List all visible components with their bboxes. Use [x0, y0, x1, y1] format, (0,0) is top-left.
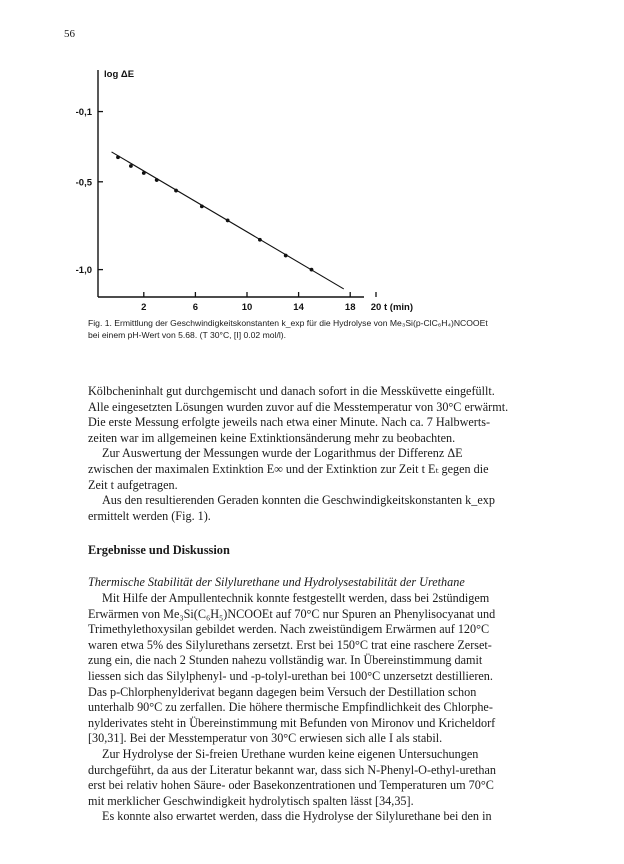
caption-line-1: Fig. 1. Ermittlung der Geschwindigkeitskonstanten k_exp für die Hydrolyse von Me₃Si(p-ClC₆H₄)NCOOEt	[88, 318, 488, 328]
figure-caption	[88, 318, 564, 341]
text-line: [30,31]. Bei der Messtemperatur von 30°C erwiesen sich alle I als stabil.	[88, 731, 443, 746]
text-line: zung ein, die nach 2 Stunden nahezu vollständig war. In Übereinstimmung damit	[88, 653, 483, 668]
text-line: zwischen der maximalen Extinktion E∞ und der Extinktion zur Zeit t Eₜ gegen die	[88, 461, 489, 476]
y-axis-label: log ΔE	[104, 69, 135, 80]
text-line: Aus den resultierenden Geraden konnten die Geschwindigkeitskonstanten k_exp	[102, 493, 495, 508]
text-line: Trimethylethoxysilan gebildet werden. Nach zweistündigem Erwärmen auf 120°C	[88, 622, 490, 637]
page-number: 56	[64, 28, 75, 40]
data-point	[129, 164, 133, 168]
y-tick-label: -0,5	[75, 177, 92, 189]
data-point	[116, 155, 120, 159]
caption-line-2: bei einem pH-Wert von 5.68. (T 30°C, [I] 0.02 mol/l).	[88, 329, 286, 340]
text-line: Alle eingesetzten Lösungen wurden zuvor auf die Messtemperatur von 30°C erwärmt.	[88, 399, 509, 414]
x-tick-label: 18	[344, 302, 356, 313]
data-point	[174, 189, 178, 193]
data-point	[258, 238, 262, 242]
x-tick-label: 14	[293, 302, 304, 313]
data-point	[310, 268, 314, 272]
section-heading: Ergebnisse und Diskussion	[88, 543, 230, 557]
text-line: nylderivates steht in Übereinstimmung mit Befunden von Mironov und Kricheldorf	[88, 715, 496, 730]
data-point	[226, 219, 230, 223]
text-line: Zur Auswertung der Messungen wurde der Logarithmus der Differenz ΔE	[102, 446, 463, 461]
data-point	[284, 254, 288, 258]
text-line: erst bei relativ hohen Säure- oder Basekonzentrationen und Temperaturen um 70°C	[88, 778, 494, 793]
y-tick-label: -0,1	[75, 107, 92, 119]
data-point	[142, 171, 146, 175]
text-line: Zeit t aufgetragen.	[88, 477, 178, 492]
text-line: Zur Hydrolyse der Si-freien Urethane wurden keine eigenen Untersuchungen	[102, 746, 479, 761]
text-line: unterhalb 90°C zu zerfallen. Die höhere thermische Empfindlichkeit des Chlorphe-	[88, 700, 493, 715]
text-line: Erwärmen von Me₃Si(C₆H₅)NCOOEt auf 70°C nur Spuren an Phenylisocyanat und	[88, 606, 496, 621]
text-line: Mit Hilfe der Ampullentechnik konnte festgestellt werden, dass bei 2stündigem	[102, 591, 490, 605]
chart-marks	[76, 107, 413, 313]
text-line: waren etwa 5% des Silylurethans zersetzt. Erst bei 150°C trat eine raschere Zerset-	[88, 637, 492, 652]
paragraph-methods	[88, 384, 566, 524]
text-line: durchgeführt, da aus der Literatur bekannt war, dass sich N-Phenyl-O-ethyl-urethan	[88, 762, 496, 777]
subsection-heading: Thermische Stabilität der Silylurethane und Hydrolysestabilität der Urethane	[88, 575, 465, 589]
x-tick-label: 10	[241, 302, 253, 313]
x-tick-label: 20	[370, 302, 382, 313]
text-line: liessen sich das Silylphenyl- und -p-tolyl-urethan bei 100°C unzersetzt destillieren.	[88, 668, 493, 683]
text-line: Kölbcheninhalt gut durchgemischt und danach sofort in die Messküvette eingefüllt.	[88, 384, 495, 398]
x-tick-label: 2	[141, 302, 147, 313]
text-line: mit merklicher Geschwindigkeit hydrolytisch spalten lässt [34,35].	[88, 793, 414, 808]
figure-log-delta-e-plot	[40, 60, 414, 313]
x-tick-label: 6	[192, 302, 199, 313]
text-line: Die erste Messung erfolgte jeweils nach etwa einer Minute. Nach ca. 7 Halbwerts-	[88, 415, 491, 430]
data-point	[200, 204, 204, 208]
text-line: Das p-Chlorphenylderivat begann dagegen beim Versuch der Destillation schon	[88, 684, 477, 699]
x-axis-label: t (min)	[384, 302, 414, 313]
text-line: Es konnte also erwartet werden, dass die Hydrolyse der Silylurethane bei den in	[102, 809, 492, 824]
paragraph-results	[88, 591, 566, 825]
text-line: ermittelt werden (Fig. 1).	[88, 508, 211, 523]
data-point	[155, 178, 159, 182]
text-line: zeiten war im allgemeinen keine Extinktionsänderung mehr zu beobachten.	[88, 430, 456, 445]
y-tick-label: -1,0	[75, 265, 92, 277]
